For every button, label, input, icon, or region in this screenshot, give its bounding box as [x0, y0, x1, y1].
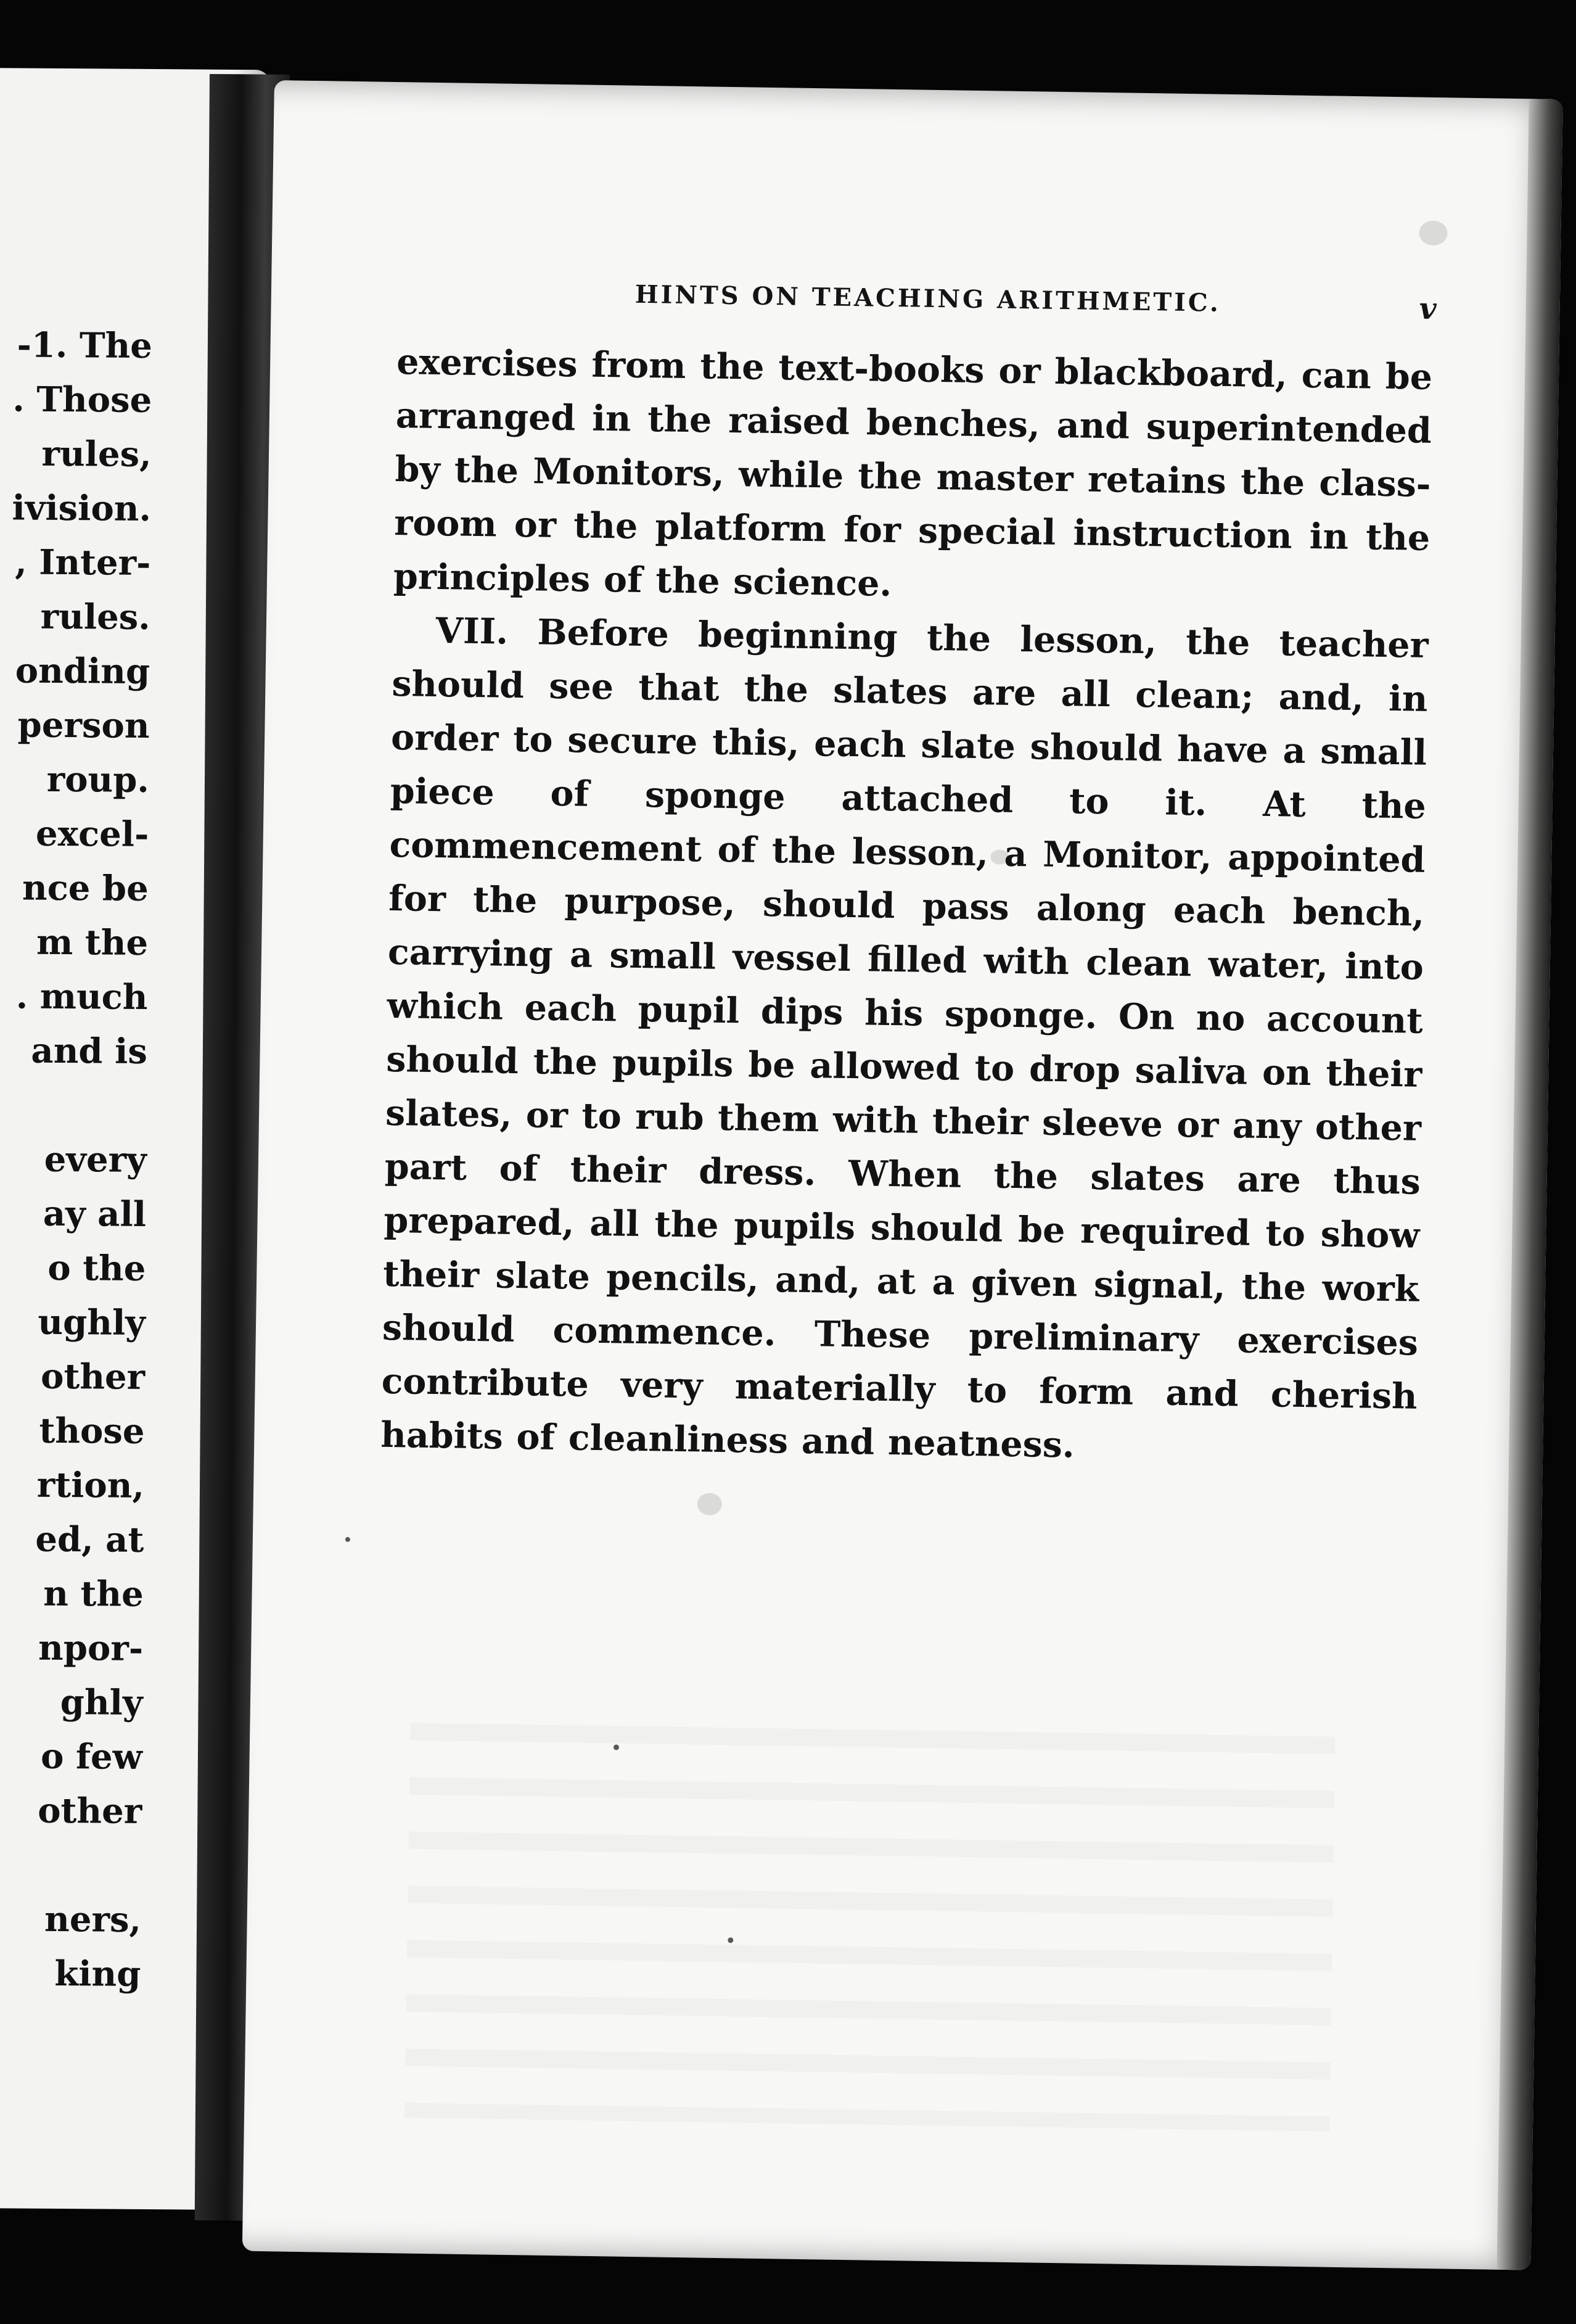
body-text [380, 335, 1433, 1477]
facing-page-text [1, 318, 152, 2001]
facing-line: ners, [44, 1898, 142, 1940]
facing-line-blank [7, 1078, 147, 1133]
facing-line: other [40, 1356, 146, 1398]
facing-line: ghly [60, 1682, 143, 1723]
paper-stain [697, 1493, 723, 1515]
facing-line: ughly [38, 1301, 146, 1343]
facing-line: npor- [38, 1627, 144, 1669]
facing-line: roup. [46, 759, 150, 801]
page-number: v [1419, 291, 1437, 326]
paragraph-section-vii: VII. Before beginning the lesson, the teacher should see that the slates are all clean; and, in order to secure this, each slate should have a small piece of sponge attached to it. At the commencement of the lesson, a Monitor, appointed for the purpose, should pass along each bench, carrying a small vessel filled with clean water, into which each pupil dips his sponge. On no account should the pupils be allowed to drop saliva on their slates, or to rub them with their sleeve or any other part of their dress. When the slates are thus prepared, all the pupils should be required to show their slate pencils, and, at a given signal, the work should commence. These preliminary exercises contribute very materially to form and cherish habits of cleanliness and neatness. [380, 609, 1429, 1466]
show-through-text [404, 1686, 1336, 2132]
facing-line: . Those [12, 379, 152, 421]
facing-line: other [37, 1790, 142, 1832]
facing-line: rtion, [36, 1464, 145, 1506]
running-head [271, 274, 1511, 342]
facing-line: and is [31, 1030, 148, 1072]
facing-line: king [54, 1953, 141, 1995]
facing-line: n the [43, 1573, 144, 1615]
paper-stain [1419, 221, 1448, 246]
facing-line: -1. The [17, 324, 153, 367]
facing-line: m the [36, 921, 149, 963]
facing-line: ed, at [35, 1518, 144, 1560]
facing-line: excel- [35, 813, 149, 855]
ink-dot [345, 1537, 350, 1542]
facing-line: , Inter- [15, 542, 151, 584]
facing-line: onding [15, 650, 150, 692]
facing-line-blank [2, 1837, 141, 1893]
facing-line: o the [47, 1247, 146, 1289]
facing-line: person [17, 704, 150, 746]
facing-line: o few [40, 1736, 143, 1778]
facing-line: those [39, 1410, 145, 1452]
facing-line: ay all [43, 1193, 147, 1235]
main-page [242, 80, 1563, 2270]
facing-line: rules, [41, 433, 152, 476]
facing-line: rules. [40, 596, 151, 638]
facing-line: every [44, 1139, 147, 1181]
facing-line: . much [15, 976, 148, 1018]
running-title: HINTS ON TEACHING ARITHMETIC. [634, 279, 1221, 318]
page-edge-shadow [1497, 99, 1563, 2270]
paragraph-continuation: exercises from the text-books or blackboard, can be arranged in the raised benches, and superintended by the Monitors, while the master retains the class-room or the platform for special instruction in the principles of the science. [393, 340, 1433, 604]
facing-line: nce be [22, 867, 149, 909]
facing-line: ivision. [12, 487, 152, 530]
